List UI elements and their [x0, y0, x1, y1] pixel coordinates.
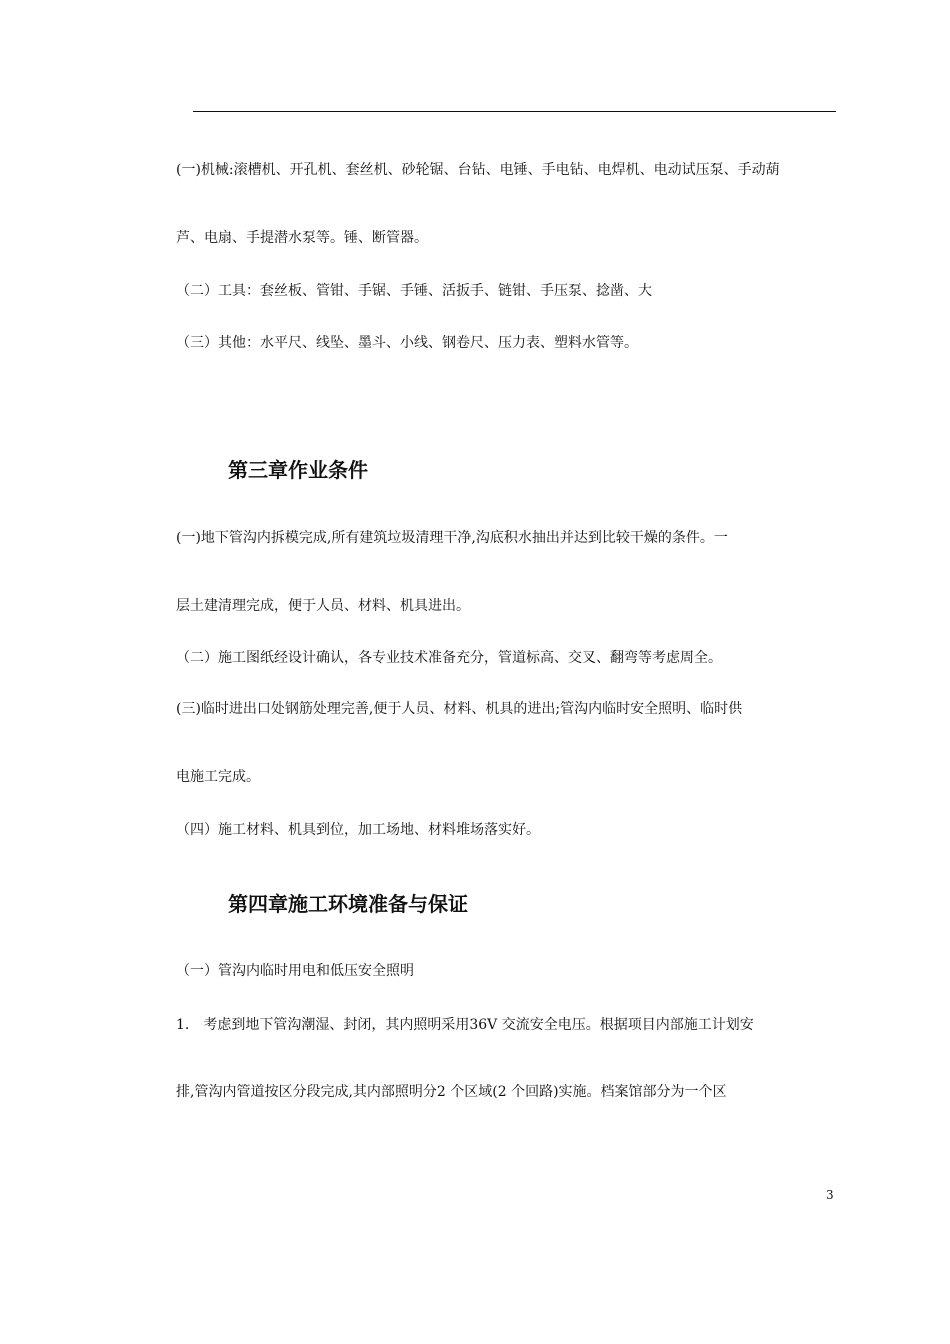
machinery-line-1: (一)机械:滚槽机、开孔机、套丝机、砂轮锯、台钻、电锤、手电钻、电焊机、电动试压泵、手动葫: [176, 162, 780, 178]
ch3-item1-line-1: (一)地下管沟内拆模完成,所有建筑垃圾清理干净,沟底积水抽出并达到比较干燥的条件。一: [176, 530, 728, 546]
ch3-item4: （四）施工材料、机具到位，加工场地、材料堆场落实好。: [176, 822, 540, 838]
ch3-item1-line-2: 层土建清理完成，便于人员、材料、机具进出。: [176, 598, 470, 614]
ch4-para1-line-2: 排,管沟内管道按区分段完成,其内部照明分2 个区域(2 个回路)实施。档案馆部分为一个区: [176, 1084, 727, 1100]
tools-line: （二）工具：套丝板、管钳、手锯、手锤、活扳手、链钳、手压泵、捻凿、大: [176, 283, 652, 299]
ch4-subsection-1: （一）管沟内临时用电和低压安全照明: [176, 963, 414, 979]
ch3-item2: （二）施工图纸经设计确认，各专业技术准备充分，管道标高、交叉、翻弯等考虑周全。: [176, 650, 722, 666]
other-line: （三）其他：水平尺、线坠、墨斗、小线、钢卷尺、压力表、塑料水管等。: [176, 335, 638, 351]
header-rule: [193, 111, 836, 112]
page-number: 3: [826, 1188, 834, 1202]
machinery-line-2: 芦、电扇、手提潜水泵等。锤、断管器。: [176, 230, 428, 246]
ch3-item3-line-1: (三)临时进出口处钢筋处理完善,便于人员、材料、机具的进出;管沟内临时安全照明、临时供: [176, 701, 743, 717]
chapter-4-title: 第四章施工环境准备与保证: [228, 892, 468, 916]
ch3-item3-line-2: 电施工完成。: [176, 769, 260, 785]
chapter-3-title: 第三章作业条件: [228, 458, 368, 482]
ch4-para1-line-1: 1. 考虑到地下管沟潮湿、封闭，其内照明采用36V 交流安全电压。根据项目内部施工计划安: [176, 1017, 754, 1033]
